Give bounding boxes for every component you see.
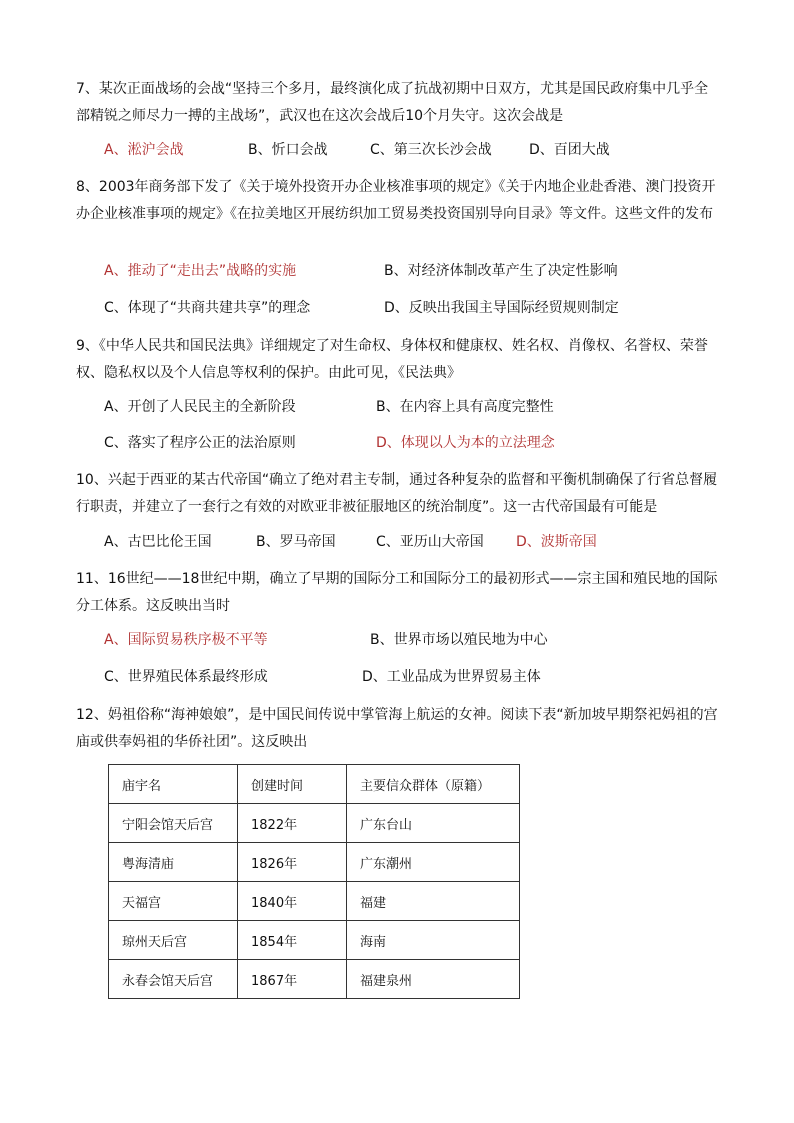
q10-option-b[interactable]: B、罗马帝国 xyxy=(256,534,336,550)
table-cell: 1840年 xyxy=(238,882,347,921)
q10-option-a[interactable]: A、古巴比伦王国 xyxy=(104,534,212,550)
table-header-row xyxy=(109,765,520,804)
question-7-stem: 7、某次正面战场的会战“坚持三个多月，最终演化成了抗战初期中日双方，尤其是国民政府集中几乎全部精锐之师尽力一搏的主战场”，武汉也在这次会战后10个月失守。这次会战是 xyxy=(76,81,709,124)
table-cell: 1854年 xyxy=(238,921,347,960)
q11-option-a[interactable]: A、国际贸易秩序极不平等 xyxy=(104,632,268,648)
q11-option-b[interactable]: B、世界市场以殖民地为中心 xyxy=(370,632,548,648)
table-header: 庙宇名 xyxy=(109,765,238,804)
table-cell: 福建泉州 xyxy=(347,960,520,999)
table-cell: 天福宫 xyxy=(109,882,238,921)
table-row xyxy=(109,960,520,999)
table-row xyxy=(109,804,520,843)
q8-option-a[interactable]: A、推动了“走出去”战略的实施 xyxy=(104,263,297,279)
q7-option-a[interactable]: A、淞沪会战 xyxy=(104,142,184,158)
table-header: 主要信众群体（原籍） xyxy=(347,765,520,804)
q7-option-b[interactable]: B、忻口会战 xyxy=(248,142,328,158)
q10-option-c[interactable]: C、亚历山大帝国 xyxy=(376,534,484,550)
question-10-stem: 10、兴起于西亚的某古代帝国“确立了绝对君主专制，通过各种复杂的监督和平衡机制确保了行省总督履行职责，并建立了一套行之有效的对欧亚非被征服地区的统治制度”。这一古代帝国最有可能是 xyxy=(76,472,718,515)
table-cell: 广东潮州 xyxy=(347,843,520,882)
q11-option-d[interactable]: D、工业品成为世界贸易主体 xyxy=(362,669,541,685)
q9-option-a[interactable]: A、开创了人民民主的全新阶段 xyxy=(104,399,296,415)
question-12-stem: 12、妈祖俗称“海神娘娘”，是中国民间传说中掌管海上航运的女神。阅读下表“新加坡早期祭祀妈祖的宫庙或供奉妈祖的华侨社团”。这反映出 xyxy=(76,707,718,750)
q8-option-b[interactable]: B、对经济体制改革产生了决定性影响 xyxy=(384,263,618,279)
table-cell: 1867年 xyxy=(238,960,347,999)
question-11-stem: 11、16世纪——18世纪中期，确立了早期的国际分工和国际分工的最初形式——宗主国和殖民地的国际分工体系。这反映出当时 xyxy=(76,571,718,614)
table-header: 创建时间 xyxy=(238,765,347,804)
q8-option-d[interactable]: D、反映出我国主导国际经贸规则制定 xyxy=(384,300,619,316)
q7-option-d[interactable]: D、百团大战 xyxy=(529,142,610,158)
table-cell: 粤海清庙 xyxy=(109,843,238,882)
table-cell: 海南 xyxy=(347,921,520,960)
q11-option-c[interactable]: C、世界殖民体系最终形成 xyxy=(104,669,268,685)
mazu-temples-table xyxy=(108,764,520,999)
q7-option-c[interactable]: C、第三次长沙会战 xyxy=(370,142,492,158)
table-cell: 1822年 xyxy=(238,804,347,843)
table-row xyxy=(109,882,520,921)
table-cell: 福建 xyxy=(347,882,520,921)
q9-option-c[interactable]: C、落实了程序公正的法治原则 xyxy=(104,435,296,451)
table-cell: 1826年 xyxy=(238,843,347,882)
table-row xyxy=(109,843,520,882)
table-cell: 永春会馆天后宫 xyxy=(109,960,238,999)
q9-option-b[interactable]: B、在内容上具有高度完整性 xyxy=(376,399,554,415)
q10-option-d[interactable]: D、波斯帝国 xyxy=(516,534,597,550)
question-9-stem: 9、《中华人民共和国民法典》详细规定了对生命权、身体权和健康权、姓名权、肖像权、名誉权、荣誉权、隐私权以及个人信息等权利的保护。由此可见，《民法典》 xyxy=(76,338,708,381)
q8-option-c[interactable]: C、体现了“共商共建共享”的理念 xyxy=(104,300,311,316)
table-cell: 宁阳会馆天后宫 xyxy=(109,804,238,843)
table-cell: 琼州天后宫 xyxy=(109,921,238,960)
question-8-stem: 8、2003年商务部下发了《关于境外投资开办企业核准事项的规定》《关于内地企业赴香港、澳门投资开办企业核准事项的规定》《在拉美地区开展纺织加工贸易类投资国别导向目录》等文件。这些文件的发布 xyxy=(76,179,716,222)
table-row xyxy=(109,921,520,960)
q9-option-d[interactable]: D、体现以人为本的立法理念 xyxy=(376,435,555,451)
table-cell: 广东台山 xyxy=(347,804,520,843)
